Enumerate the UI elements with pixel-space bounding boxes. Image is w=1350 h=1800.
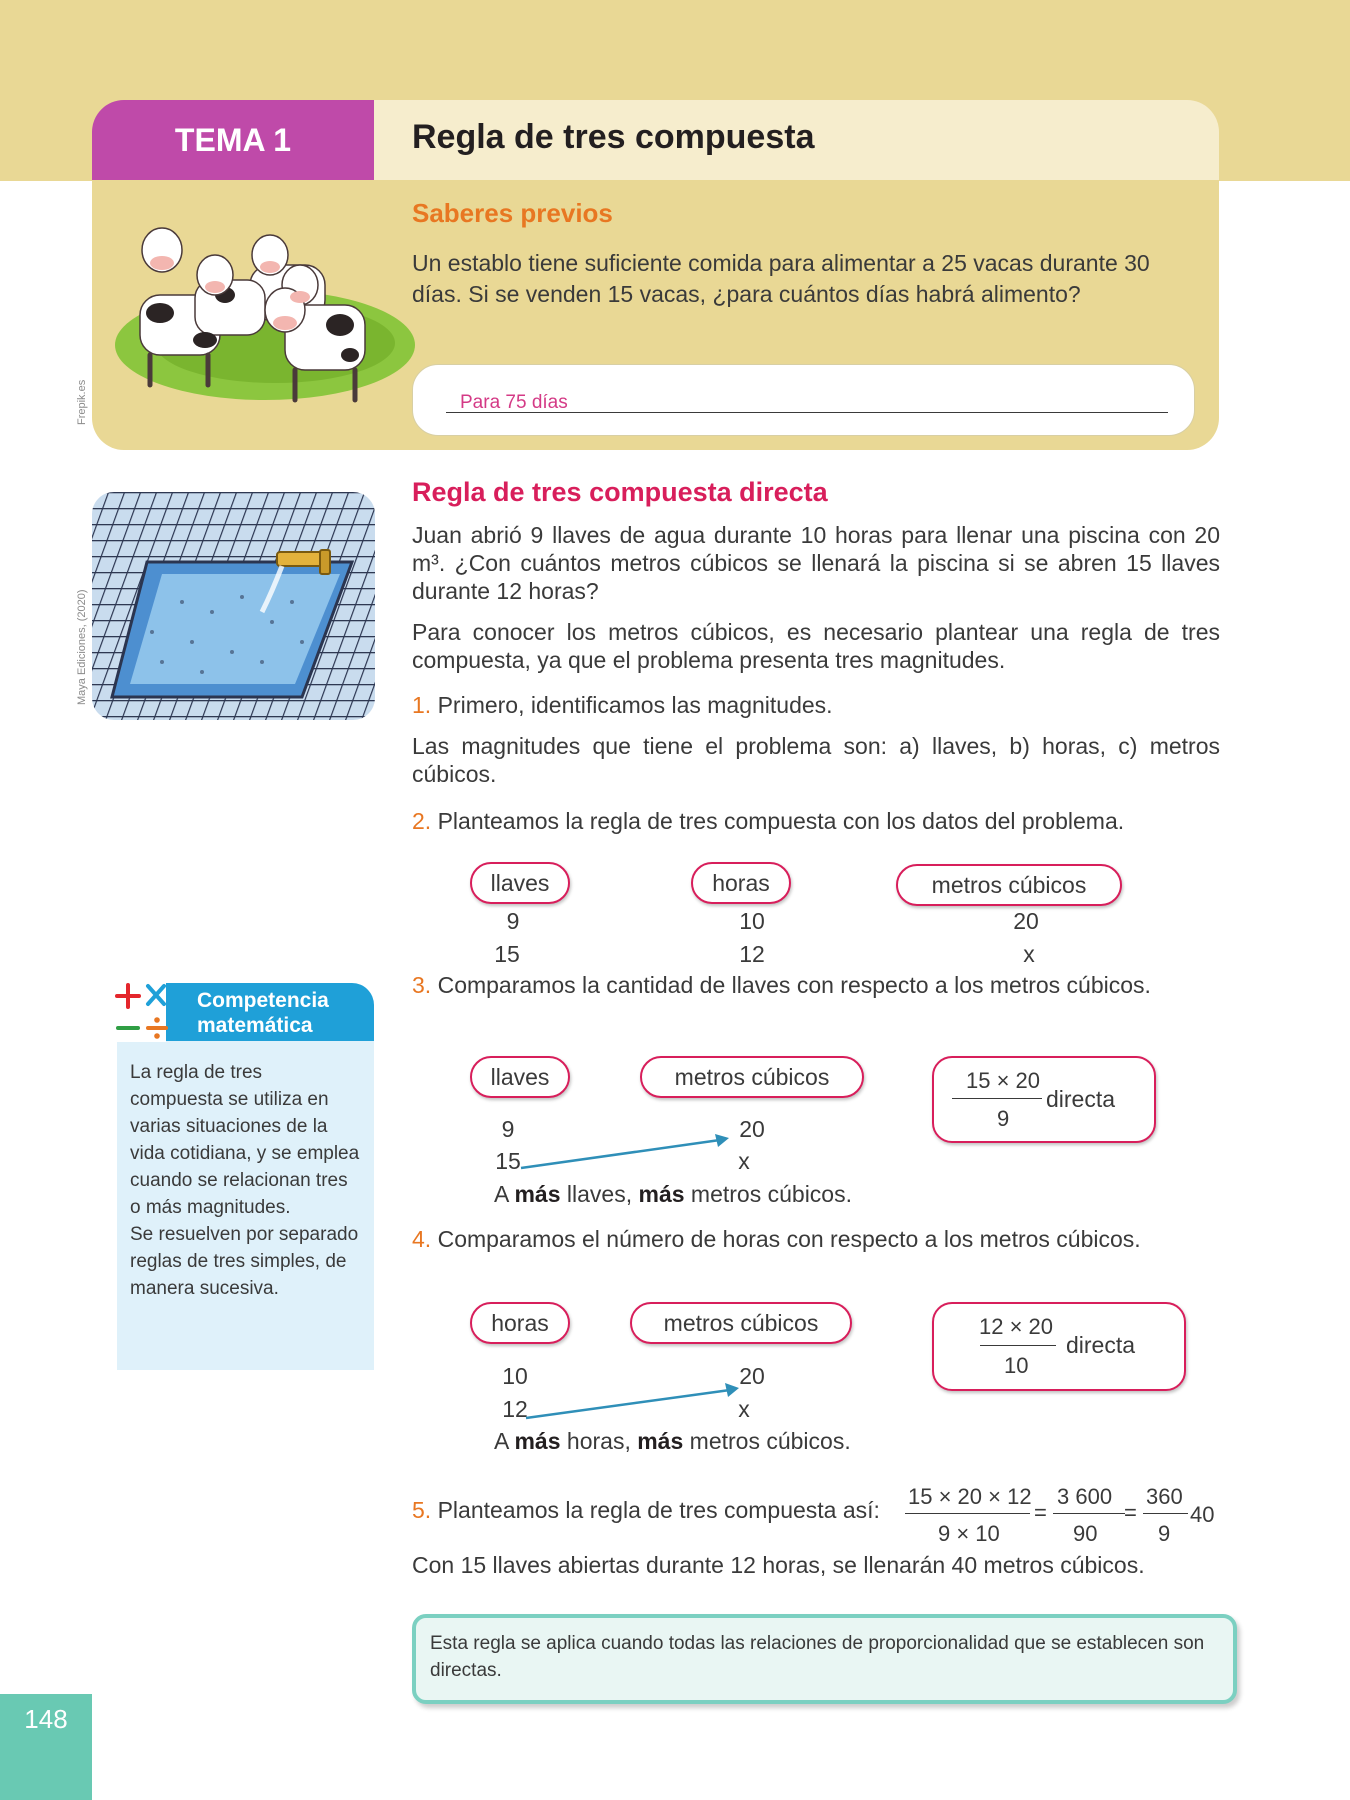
compare1-frac-num: 15 × 20 <box>966 1068 1041 1093</box>
fraction-bar <box>952 1098 1042 1099</box>
compare1-frac-word: directa <box>1046 1086 1116 1112</box>
answer-text: Para 75 días <box>460 392 568 413</box>
header-llaves: llaves <box>470 862 570 904</box>
compare-value: x <box>738 1148 750 1174</box>
table-value: 12 <box>739 941 765 967</box>
fraction-bar <box>1143 1513 1188 1514</box>
page-title: Regla de tres compuesta <box>412 118 815 156</box>
competencia-title: Competencia matemática <box>197 989 329 1037</box>
math-operators-icon <box>112 978 172 1042</box>
image-credit-pool: Maya Ediciones, (2020) <box>76 589 88 705</box>
pool-illustration <box>92 492 375 720</box>
compare2-left-label: horas <box>470 1302 570 1344</box>
table-value: 20 <box>1013 908 1039 934</box>
compare-value: 9 <box>501 1116 515 1142</box>
eq-f1-den: 9 × 10 <box>938 1521 1000 1546</box>
eq-f3-den: 9 <box>1158 1521 1171 1546</box>
header-metros-cubicos: metros cúbicos <box>896 864 1122 906</box>
step-4: 4. Comparamos el número de horas con respecto a los metros cúbicos. <box>412 1226 1141 1252</box>
magnitudes-text: Las magnitudes que tiene el problema son: a) llaves, b) horas, c) metros cúbicos. <box>412 733 1220 787</box>
compare2-sentence: A más horas, más metros cúbicos. <box>494 1428 851 1454</box>
saberes-previos-question: Un establo tiene suficiente comida para alimentar a 25 vacas durante 30 días. Si se venden 15 vacas, ¿para cuántos días habrá alimento? <box>412 250 1150 307</box>
table-value: 10 <box>739 908 765 934</box>
fraction-bar <box>1053 1513 1125 1514</box>
compare2-right-label: metros cúbicos <box>630 1302 852 1344</box>
section-title: Regla de tres compuesta directa <box>412 477 828 507</box>
compare-value: 20 <box>739 1116 765 1142</box>
eq-equals: = <box>1034 1500 1047 1525</box>
step-2: 2. Planteamos la regla de tres compuesta con los datos del problema. <box>412 808 1125 834</box>
compare1-frac-den: 9 <box>997 1106 1010 1131</box>
compare2-fraction-box <box>932 1302 1186 1391</box>
compare1-arrow <box>515 1128 735 1173</box>
saberes-previos-title: Saberes previos <box>412 198 613 228</box>
competencia-text: La regla de tres compuesta se utiliza en varias situaciones de la vida cotidiana, y se emplea cuando se relacionan tres o más magnitudes. Se resuelven por separado reglas de tres simples, de manera sucesiva. <box>130 1062 360 1299</box>
compare1-left-label: llaves <box>470 1056 570 1098</box>
compare2-frac-word: directa <box>1066 1332 1136 1358</box>
cows-illustration <box>100 225 420 410</box>
tema-label: TEMA 1 <box>92 100 374 180</box>
compare-value: 20 <box>739 1363 765 1389</box>
table-value: x <box>1023 941 1035 967</box>
fraction-bar <box>905 1513 1030 1514</box>
step-3: 3. Comparamos la cantidad de llaves con respecto a los metros cúbicos. <box>412 972 1151 998</box>
compare2-arrow <box>520 1374 740 1424</box>
eq-f1-num: 15 × 20 × 12 <box>908 1484 1032 1509</box>
fraction-bar <box>980 1345 1056 1346</box>
eq-f2-num: 3 600 <box>1057 1484 1113 1509</box>
compare2-frac-num: 12 × 20 <box>979 1314 1054 1339</box>
problem-text: Juan abrió 9 llaves de agua durante 10 horas para llenar una piscina con 20 m³. ¿Con cuántos metros cúbicos se llenará la piscina si se abren 15 llaves durante 12 horas? <box>412 522 1220 604</box>
compare-value: 15 <box>495 1148 521 1174</box>
header-horas: horas <box>691 862 791 904</box>
page-number: 148 <box>0 1694 92 1800</box>
table-value: 9 <box>506 908 520 934</box>
compare-value: x <box>738 1396 750 1422</box>
compare1-right-label: metros cúbicos <box>640 1056 864 1098</box>
eq-result: 40 <box>1190 1502 1215 1527</box>
conclusion-text: Con 15 llaves abiertas durante 12 horas, se llenarán 40 metros cúbicos. <box>412 1552 1145 1578</box>
eq-f2-den: 90 <box>1073 1521 1098 1546</box>
compare2-frac-den: 10 <box>1004 1353 1029 1378</box>
eq-f3-num: 360 <box>1146 1484 1183 1509</box>
compare-value: 10 <box>502 1363 528 1389</box>
image-credit-cows: Frepik.es <box>76 379 88 425</box>
compare-value: 12 <box>502 1396 528 1422</box>
compare1-sentence: A más llaves, más metros cúbicos. <box>494 1181 852 1207</box>
table-value: 15 <box>494 941 520 967</box>
intro-text: Para conocer los metros cúbicos, es necesario plantear una regla de tres compuesta, ya que el problema presenta tres magnitudes. <box>412 619 1220 673</box>
step-1: 1. Primero, identificamos las magnitudes. <box>412 692 833 718</box>
note-text: Esta regla se aplica cuando todas las relaciones de proporcionalidad que se establecen son directas. <box>430 1633 1205 1681</box>
step-5: 5. Planteamos la regla de tres compuesta así: <box>412 1497 880 1523</box>
eq-equals: = <box>1124 1500 1137 1525</box>
